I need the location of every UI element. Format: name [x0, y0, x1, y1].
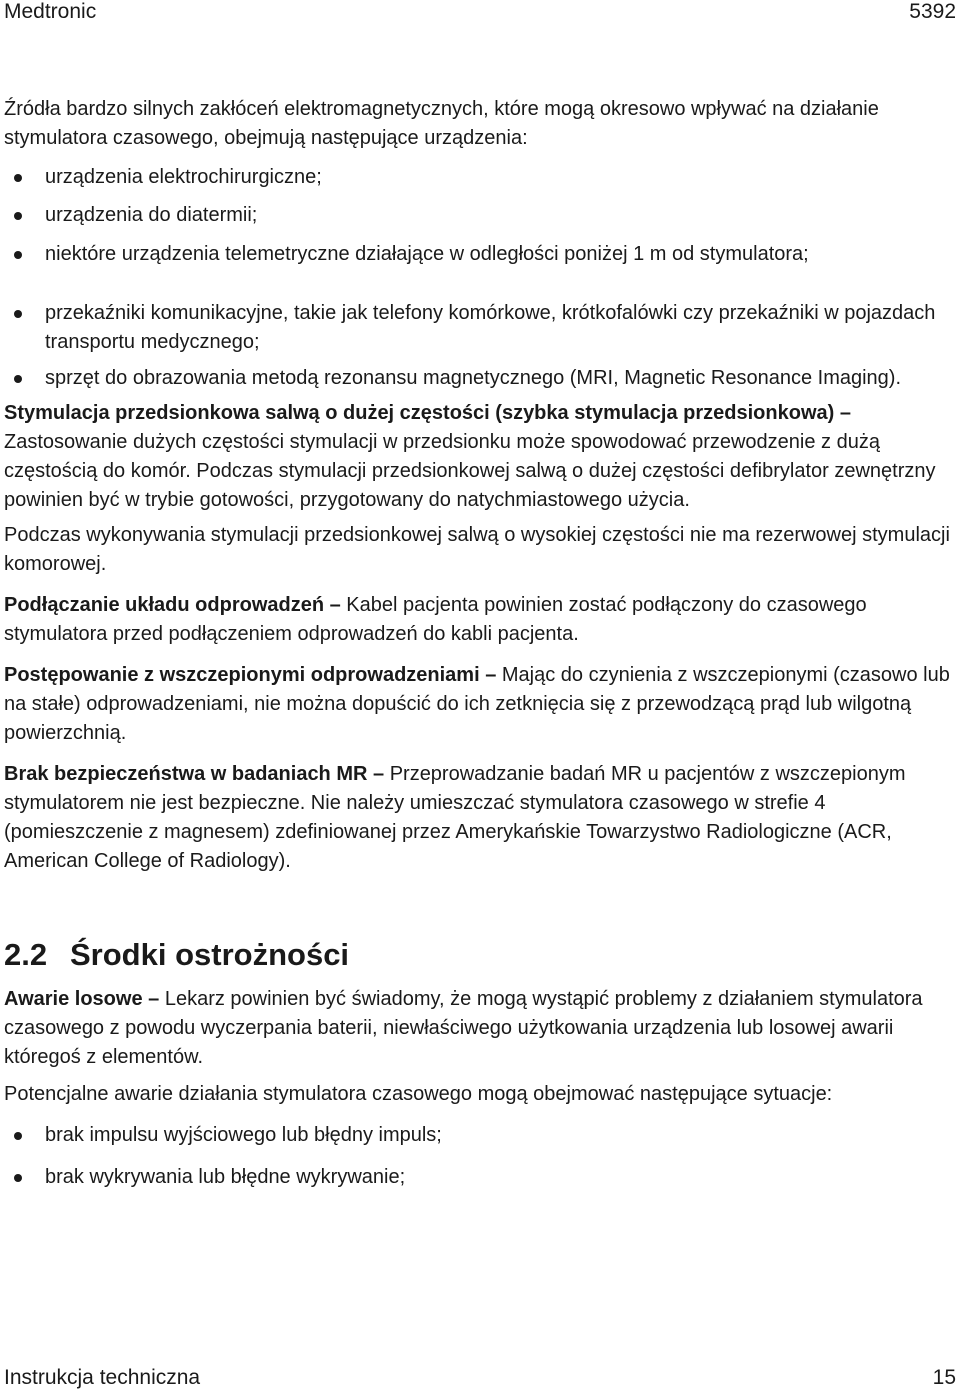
implanted-leads-paragraph: Postępowanie z wszczepionymi odprowadzeniami – Mając do czynienia z wszczepionymi (czasowo lub na stałe) odprowadzeniami, nie można dopuścić do ich zetknięcia się z przewodzącą prąd lub wilgotną powierzchnią. — [4, 664, 950, 744]
list-item: urządzenia do diatermii; — [4, 201, 958, 230]
page-header — [4, 0, 956, 26]
section-heading — [4, 935, 958, 975]
potential-failures-paragraph: Potencjalne awarie działania stymulatora czasowego mogą obejmować następujące sytuacje: — [4, 1083, 833, 1105]
bullet-icon — [14, 174, 22, 182]
footer-manual-title: Instrukcja techniczna — [4, 1366, 201, 1389]
bullet-icon — [14, 375, 22, 383]
backup-pacing-paragraph: Podczas wykonywania stymulacji przedsionkowej salwą o wysokiej częstości nie ma rezerwowej stymulacji komorowej. — [4, 524, 950, 575]
mr-safety-heading: Brak bezpieczeństwa w badaniach MR – — [4, 763, 385, 785]
header-doc-number: 5392 — [909, 0, 956, 23]
lead-connection-paragraph: Podłączanie układu odprowadzeń – Kabel pacjenta powinien zostać podłączony do czasowego stymulatora przed podłączeniem odprowadzeń do kabli pacjenta. — [4, 594, 867, 645]
bullet-icon — [14, 1174, 22, 1182]
failure-list — [4, 1121, 958, 1192]
implanted-leads-heading: Postępowanie z wszczepionymi odprowadzeniami – — [4, 664, 497, 686]
bullet-icon — [14, 310, 22, 318]
page-footer — [4, 1366, 956, 1392]
list-item: brak impulsu wyjściowego lub błędny impuls; — [4, 1121, 958, 1150]
lead-connection-heading: Podłączanie układu odprowadzeń – — [4, 594, 341, 616]
mr-safety-paragraph: Brak bezpieczeństwa w badaniach MR – Przeprowadzanie badań MR u pacjentów z wszczepionym stymulatorem nie jest bezpieczne. Nie należy umieszczać stymulatora czasowego w strefie 4 (pomieszczenie z magnesem) zdefiniowanej przez Amerykańskie Towarzystwo Radiologiczne (ACR, American College of Radiology). — [4, 763, 906, 872]
list-item: niektóre urządzenia telemetryczne działające w odległości poniżej 1 m od stymulatora; — [4, 240, 958, 269]
header-brand: Medtronic — [4, 0, 97, 23]
interference-list — [4, 163, 958, 393]
section-title: Środki ostrożności — [70, 937, 350, 972]
list-item: urządzenia elektrochirurgiczne; — [4, 163, 958, 192]
random-failures-heading: Awarie losowe – — [4, 988, 160, 1010]
random-failures-paragraph: Awarie losowe – Lekarz powinien być świadomy, że mogą wystąpić problemy z działaniem stymulatora czasowego z powodu wyczerpania baterii, niewłaściwego użytkowania urządzenia lub losowej awarii któregoś z elementów. — [4, 988, 923, 1068]
page-content — [4, 95, 958, 1192]
section-number: 2.2 — [4, 937, 48, 972]
bullet-icon — [14, 251, 22, 259]
burst-pacing-heading: Stymulacja przedsionkowa salwą o dużej częstości (szybka stymulacja przedsionkowa) – — [4, 402, 851, 424]
list-item: przekaźniki komunikacyjne, takie jak telefony komórkowe, krótkofalówki czy przekaźniki w pojazdach transportu medycznego; — [4, 299, 958, 357]
list-item: brak wykrywania lub błędne wykrywanie; — [4, 1163, 958, 1192]
bullet-icon — [14, 212, 22, 220]
list-item: sprzęt do obrazowania metodą rezonansu magnetycznego (MRI, Magnetic Resonance Imaging). — [4, 364, 958, 393]
burst-pacing-paragraph: Stymulacja przedsionkowa salwą o dużej częstości (szybka stymulacja przedsionkowa) – Zastosowanie dużych częstości stymulacji w przedsionku może spowodować przewodzenie z dużą częstością do komór. Podczas stymulacji przedsionkowej salwą o dużej częstości defibrylator zewnętrzny powinien być w trybie gotowości, przygotowany do natychmiastowego użycia. — [4, 402, 936, 511]
bullet-icon — [14, 1132, 22, 1140]
footer-page-number: 15 — [932, 1366, 956, 1389]
intro-paragraph: Źródła bardzo silnych zakłóceń elektromagnetycznych, które mogą okresowo wpływać na działanie stymulatora czasowego, obejmują następujące urządzenia: — [4, 98, 879, 149]
